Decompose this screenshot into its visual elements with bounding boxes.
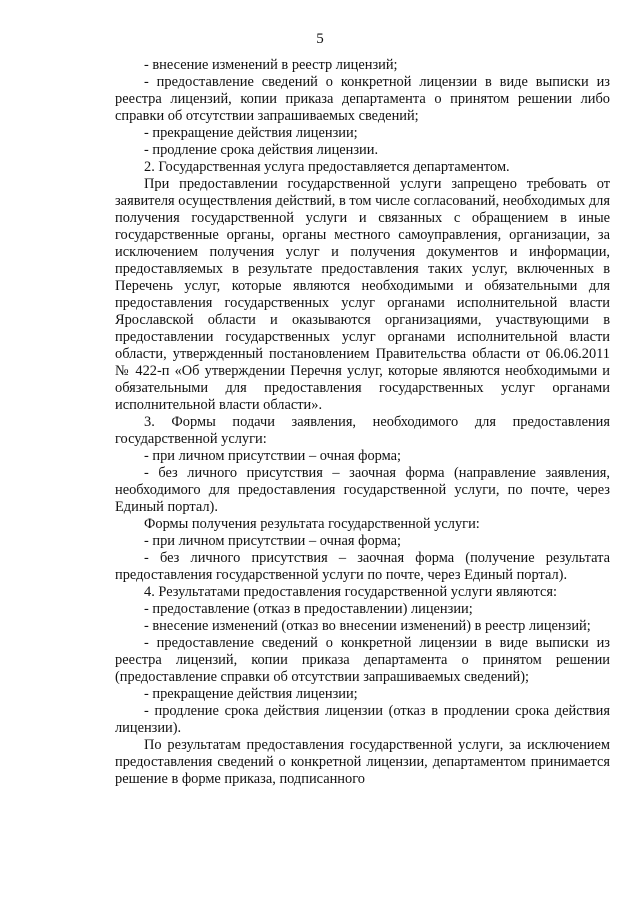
paragraph: - внесение изменений в реестр лицензий; xyxy=(144,57,398,73)
paragraph: - прекращение действия лицензии; xyxy=(144,686,358,702)
paragraph: - без личного присутствия – заочная форма (получение результата предоставления государственной услуги по почте, через Единый портал). xyxy=(115,550,610,583)
paragraph: - внесение изменений (отказ во внесении изменений) в реестр лицензий; xyxy=(144,618,591,634)
paragraph: По результатам предоставления государственной услуги, за исключением предоставления сведений о конкретной лицензии, департаментом принимается решение в форме приказа, подписанного xyxy=(115,737,610,787)
paragraph: - прекращение действия лицензии; xyxy=(144,125,358,141)
paragraph: - предоставление сведений о конкретной лицензии в виде выписки из реестра лицензий, копии приказа департамента о принятом решении либо справки об отсутствии запрашиваемых сведений; xyxy=(115,74,610,124)
paragraph: При предоставлении государственной услуги запрещено требовать от заявителя осуществления действий, в том числе согласований, необходимых для получения государственной услуги и связанных с обращением в иные государственные органы, органы местного самоуправления, организации, за исключением получения услуг и получения документов и информации, предоставляемых в результате предоставления таких услуг, включенных в Перечень услуг, которые являются необходимыми и обязательными для предоставления государственных услуг органами исполнительной власти Ярославской области и оказываются организациями, участвующими в предоставлении государственных услуг органами исполнительной власти области, утвержденный постановлением Правительства области от 06.06.2011 № 422-п «Об утверждении Перечня услуг, которые являются необходимыми и обязательными для предоставления государственных услуг органами исполнительной власти области». xyxy=(115,176,610,413)
paragraph: - предоставление сведений о конкретной лицензии в виде выписки из реестра лицензий, копии приказа департамента о принятом решении (предоставление справки об отсутствии запрашиваемых сведений); xyxy=(115,635,610,685)
paragraph: 2. Государственная услуга предоставляется департаментом. xyxy=(144,159,510,175)
page-number: 5 xyxy=(316,31,324,47)
paragraph: 4. Результатами предоставления государственной услуги являются: xyxy=(144,584,558,600)
paragraph: - без личного присутствия – заочная форма (направление заявления, необходимого для предоставления государственной услуги, по почте, через Единый портал). xyxy=(115,465,610,515)
paragraph: - продление срока действия лицензии. xyxy=(144,142,379,158)
document-body xyxy=(115,57,610,788)
paragraph: - при личном присутствии – очная форма; xyxy=(144,533,402,549)
paragraph: - продление срока действия лицензии (отказ в продлении срока действия лицензии). xyxy=(115,703,610,736)
paragraph: 3. Формы подачи заявления, необходимого для предоставления государственной услуги: xyxy=(115,414,610,447)
paragraph: Формы получения результата государственной услуги: xyxy=(144,516,480,532)
paragraph: - при личном присутствии – очная форма; xyxy=(144,448,402,464)
paragraph: - предоставление (отказ в предоставлении) лицензии; xyxy=(144,601,473,617)
